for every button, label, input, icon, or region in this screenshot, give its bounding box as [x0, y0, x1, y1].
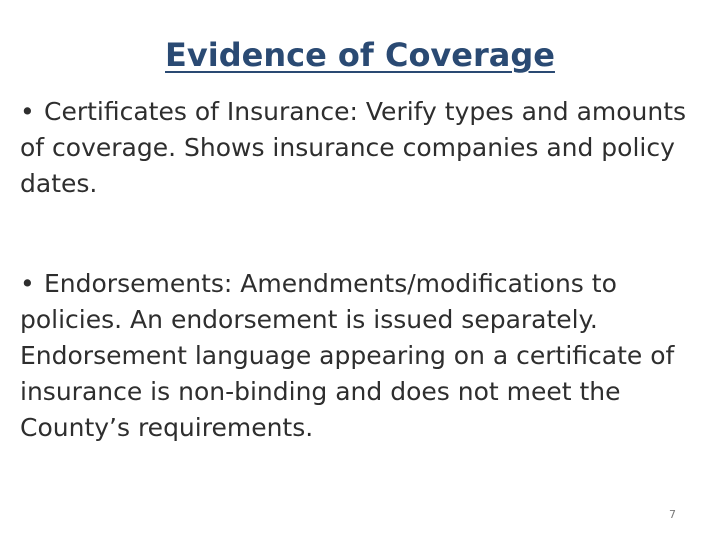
bullet-text: Endorsements: Amendments/modifications to policies. An endorsement is issued separately. Endorsement language appearing on a certificate of insurance is non-binding and does not meet the County’s requirements.: [20, 269, 675, 442]
slide-title: Evidence of Coverage: [165, 36, 555, 74]
bullet-marker: •: [20, 97, 35, 126]
bullet-text: Certificates of Insurance: Verify types and amounts of coverage. Shows insurance companies and policy dates.: [20, 97, 687, 198]
bullet-marker: •: [20, 269, 35, 298]
bullet-item-endorsements: [20, 266, 692, 446]
page-number: 7: [669, 508, 676, 521]
bullet-item-certificates: [20, 94, 692, 202]
